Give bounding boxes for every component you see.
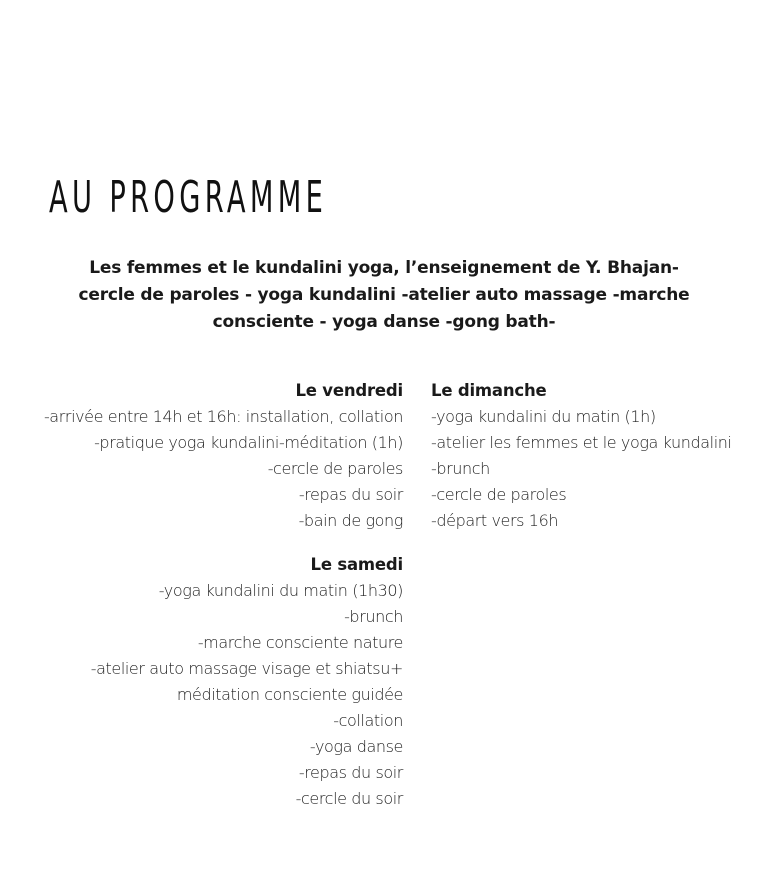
friday-item: -repas du soir <box>298 485 403 504</box>
sunday-item: -yoga kundalini du matin (1h) <box>431 407 656 426</box>
saturday-heading: Le samedi <box>310 555 403 574</box>
sunday-item: -brunch <box>431 459 490 478</box>
saturday-item: -repas du soir <box>298 763 403 782</box>
friday-item: -arrivée entre 14h et 16h: installation, collation <box>43 407 403 426</box>
summary-line: consciente - yoga danse -gong bath- <box>212 312 556 332</box>
friday-item: -cercle de paroles <box>267 459 403 478</box>
summary-line: Les femmes et le kundalini yoga, l’enseignement de Y. Bhajan- <box>89 258 679 278</box>
saturday-item: méditation consciente guidée <box>176 685 403 704</box>
saturday-item: -yoga kundalini du matin (1h30) <box>158 581 403 600</box>
friday-item: -bain de gong <box>298 511 403 530</box>
schedule-left-column <box>44 378 403 812</box>
section-spacer <box>44 534 403 552</box>
saturday-item: -brunch <box>344 607 403 626</box>
sunday-item: -départ vers 16h <box>431 511 559 530</box>
saturday-item: -collation <box>333 711 403 730</box>
sunday-item: -atelier les femmes et le yoga kundalini <box>431 433 732 452</box>
page-title: AU PROGRAMME <box>49 172 328 223</box>
program-summary <box>40 255 728 336</box>
friday-item: -pratique yoga kundalini-méditation (1h) <box>94 433 403 452</box>
summary-line: cercle de paroles - yoga kundalini -atelier auto massage -marche <box>78 285 690 305</box>
schedule-right-column <box>431 378 732 534</box>
sunday-item: -cercle de paroles <box>431 485 567 504</box>
saturday-item: -marche consciente nature <box>197 633 403 652</box>
saturday-item: -yoga danse <box>309 737 403 756</box>
saturday-item: -cercle du soir <box>295 789 403 808</box>
saturday-item: -atelier auto massage visage et shiatsu+ <box>90 659 403 678</box>
sunday-heading: Le dimanche <box>431 381 547 400</box>
friday-heading: Le vendredi <box>295 381 403 400</box>
